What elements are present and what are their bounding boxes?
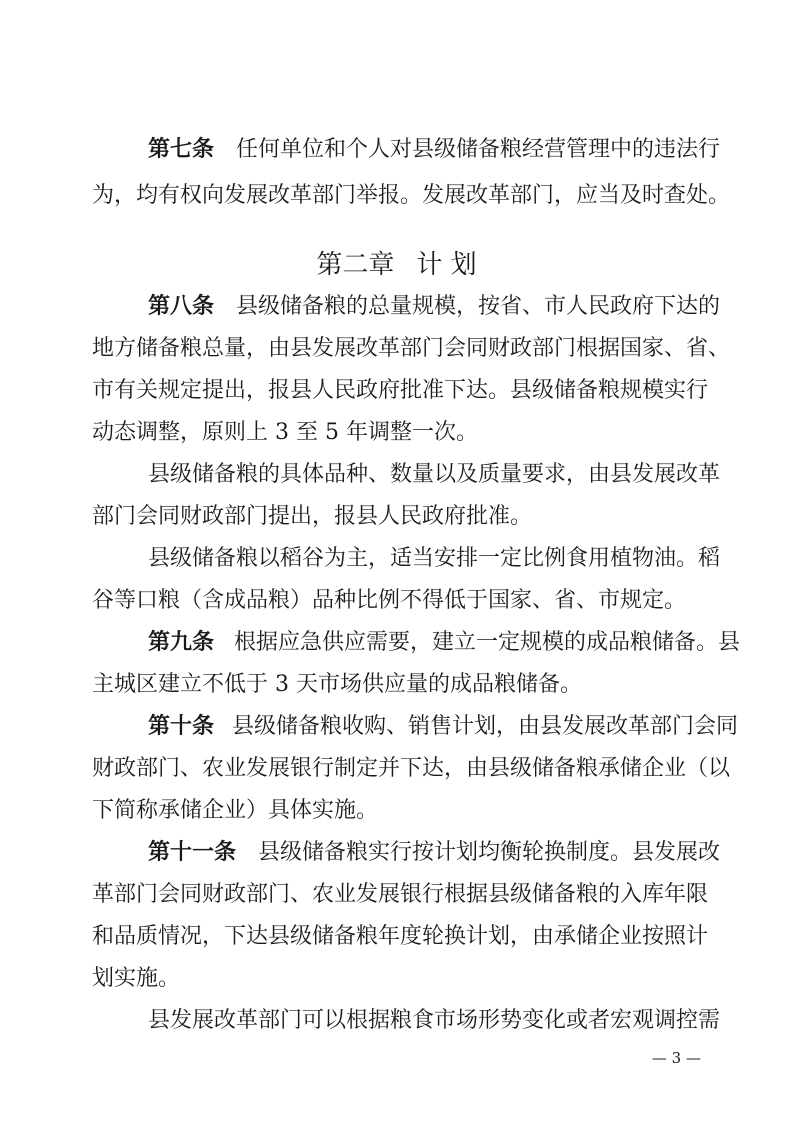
article8-text-line1: 县级储备粮的总量规模，按省、市人民政府下达的 xyxy=(236,294,721,319)
article8-p3-text-line2: 谷等口粮（含成品粮）品种比例不得低于国家、省、市规定。 xyxy=(92,588,687,613)
article11-text-line4: 划实施。 xyxy=(92,966,181,991)
article8-text-line3: 市有关规定提出，报县人民政府批准下达。县级储备粮规模实行 xyxy=(92,378,709,403)
article10-text-line2: 财政部门、农业发展银行制定并下达，由县级储备粮承储企业（以 xyxy=(92,756,731,781)
article10-text-line1: 县级储备粮收购、销售计划，由县发展改革部门会同 xyxy=(232,714,739,739)
article7-text-line2: 为，均有权向发展改革部门举报。发展改革部门，应当及时查处。 xyxy=(92,183,731,208)
article7-label: 第七条 xyxy=(148,137,215,162)
article11-label: 第十一条 xyxy=(148,840,237,865)
article11-text-line3: 和品质情况，下达县级储备粮年度轮换计划，由承储企业按照计 xyxy=(92,924,709,949)
article11-text-line1: 县级储备粮实行按计划均衡轮换制度。县发展改 xyxy=(258,840,721,865)
article8-p2-text-line2: 部门会同财政部门提出，报县人民政府批准。 xyxy=(92,504,533,529)
chapter-heading xyxy=(0,247,793,283)
article9-text-line1: 根据应急供应需要，建立一定规模的成品粮储备。县 xyxy=(234,630,741,655)
article9-label: 第九条 xyxy=(148,630,215,655)
article8-p2-text-line1: 县级储备粮的具体品种、数量以及质量要求，由县发展改革 xyxy=(148,462,721,487)
article11-p2-text-line1: 县发展改革部门可以根据粮食市场形势变化或者宏观调控需 xyxy=(148,1008,721,1033)
article8-text-line4: 动态调整，原则上 3 至 5 年调整一次。 xyxy=(92,420,478,445)
page-number: — 3 — xyxy=(651,1049,701,1067)
article11-text-line2: 革部门会同财政部门、农业发展银行根据县级储备粮的入库年限 xyxy=(92,882,709,907)
chapter-number: 第二章 xyxy=(316,250,395,280)
article9-text-line2: 主城区建立不低于 3 天市场供应量的成品粮储备。 xyxy=(92,672,582,697)
article10-text-line3: 下简称承储企业）具体实施。 xyxy=(92,798,379,823)
chapter-title: 计 划 xyxy=(416,250,477,280)
article8-text-line2: 地方储备粮总量，由县发展改革部门会同财政部门根据国家、省、 xyxy=(92,336,731,361)
article7-text-line1: 任何单位和个人对县级储备粮经营管理中的违法行 xyxy=(236,137,721,162)
article8-label: 第八条 xyxy=(148,294,215,319)
article8-p3-text-line1: 县级储备粮以稻谷为主，适当安排一定比例食用植物油。稻 xyxy=(148,546,721,571)
article10-label: 第十条 xyxy=(148,714,215,739)
